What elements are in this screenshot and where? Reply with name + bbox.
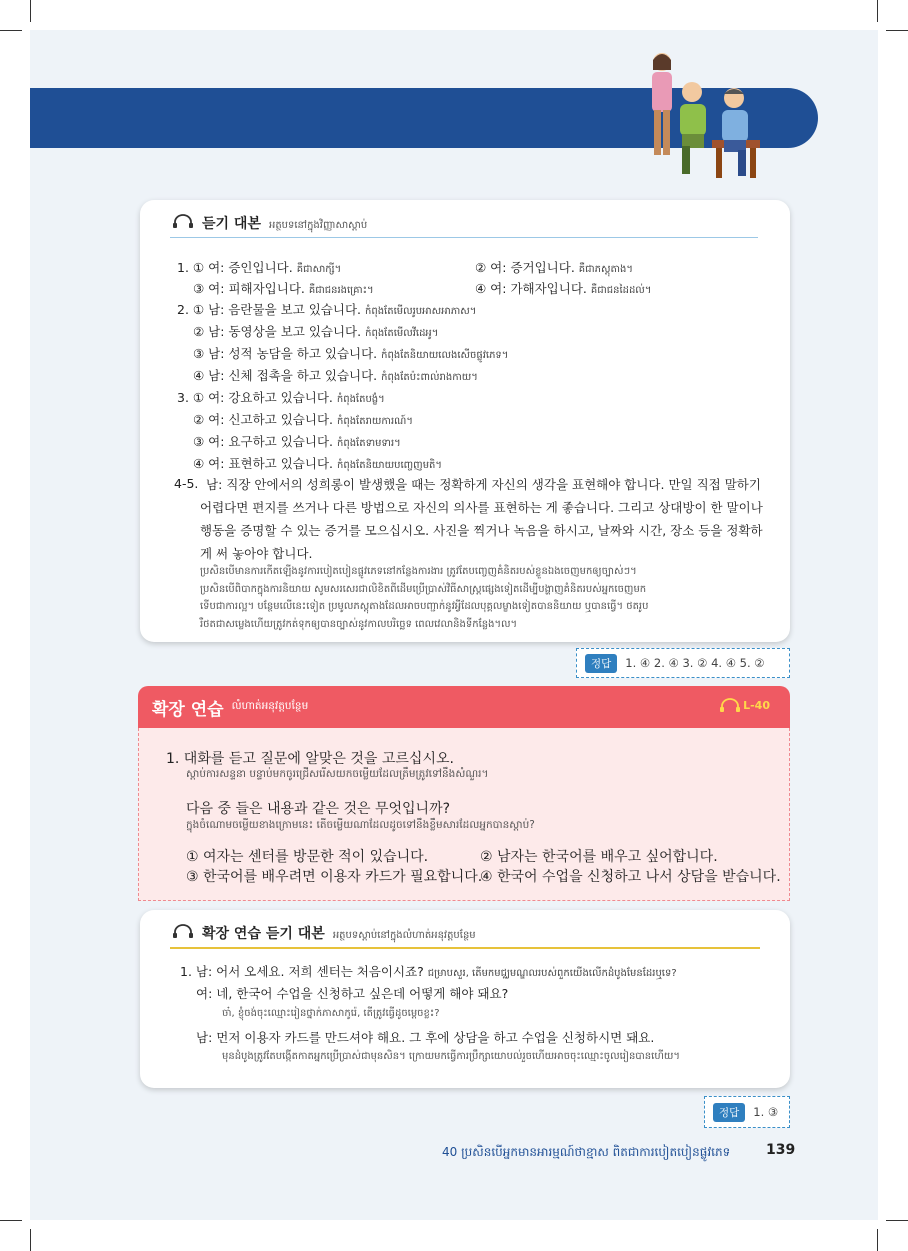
crop-mark [0,1220,22,1221]
track-label [719,698,770,712]
q1-option: ② 여: 증거입니다. គឺជាភស្តុតាង។ [475,260,633,275]
crop-mark [886,1220,908,1221]
q45-translation: ប្រសិនបើមានការកើតឡើងនូវការបៀតបៀនផ្លូវភេទនៅកន្លែងការងារ ត្រូវតែបញ្ចេញគំនិតរបស់ខ្លួនឯងចេញមកឲ្យច្បាស់ៗ។ ប្រសិនបើពិបាកក្នុងការនិយាយ សូមសរសេរជាលិខិតពីដើមប្រើប្រាស់វិធីសាស្ត្រផ្សេងទៀតដើម្បីបង្ហាញគំនិតរបស់អ្នកចេញមក ទើបជាការល្អ។ បន្ថែមលើនេះទៀត ប្រមូលភស្តុតាងដែលអាចបញ្ជាក់នូវអ្វីដែលបុគ្គលម្ខាងទៀតបាននិយាយ ឬបានធ្វើ។ ថតរូប រឺថតជាសម្លេងហើយត្រូវកត់ទុកឲ្យបានច្បាស់នូវកាលបរិច្ឆេទ ពេលវេលានិងទីកន្លែង។ល។ [200,566,649,630]
answer-badge: 정답 [713,1103,745,1122]
listening-script-title: 듣기 대본 [202,216,261,232]
script-line: 여: 네, 한국어 수업을 신청하고 싶은데 어떻게 해야 돼요? [196,986,509,1001]
crop-mark [30,0,31,22]
headphones-icon [719,698,741,712]
extension-script-title: 확장 연습 듣기 대본 [202,926,325,942]
crop-mark [0,30,22,31]
chapter-title: 40 ប្រសិនបើអ្នកមានអារម្មណ៍ថាខ្មាស ពិតជាការបៀតបៀនផ្លូវភេទ [442,1145,731,1159]
extension-option: ④ 한국어 수업을 신청하고 나서 상담을 받습니다. [480,869,781,885]
q2-option: ② 남: 동영상을 보고 있습니다. កំពុងតែមើលវីដេអូ។ [193,324,439,339]
extension-title: 확장 연습 [152,699,224,720]
extension-script-header [172,923,476,943]
page [30,30,878,1220]
q45-script: 남: 직장 안에서의 성희롱이 발생했을 때는 정확하게 자신의 생각을 표현해야 합니다. 만일 직접 말하기 어렵다면 편지를 쓰거나 다른 방법으로 자신의 의사를 표현하는 게 좋습니다. 그리고 상대방이 한 말이나 행동을 증명할 수 있는 증거를 모으십시오. 사진을 찍거나 녹음을 하시고, 날짜와 시간, 장소 등을 정확하 게 써 놓아야 합니다. [200,477,763,561]
extension-script-title-km: អត្ថបទស្ដាប់នៅក្នុងលំហាត់អនុវត្តបន្ថែម [332,930,476,941]
extension-header [138,686,790,728]
q3-option: ② 여: 신고하고 있습니다. កំពុងតែរាយការណ៍។ [193,412,413,427]
extension-option: ① 여자는 센터를 방문한 적이 있습니다. [186,849,429,865]
q3-option: ④ 여: 표현하고 있습니다. កំពុងតែនិយាយបញ្ចេញមតិ។ [193,456,442,471]
crop-mark [877,0,878,22]
script-line: 1. 남: 어서 오세요. 저희 센터는 처음이시죠? ជម្រាបសួរ, តើមកមជ្ឈមណ្ឌលរបស់ពួកយើងលើកដំបូងមែនដែរឬទេ? [180,964,677,979]
q2-option: ③ 남: 성적 농담을 하고 있습니다. កំពុងតែនិយាយលេងសើចផ្លូវភេទ។ [193,346,509,361]
headphones-icon [172,214,194,228]
track-number: L-40 [743,698,770,712]
extension-q1-km: ស្ដាប់ការសន្ទនា បន្ទាប់មកចូរជ្រើសរើសយកចម្លើយដែលត្រឹមត្រូវទៅនឹងសំណួរ។ [186,768,489,780]
page-number: 139 [766,1142,796,1158]
script-line-km: ចា៎, ខ្ញុំចង់ចុះឈ្មោះរៀនថ្នាក់ភាសាកូរ៉េ, តើត្រូវធ្វើដូចម្ដេចខ្លះ? [222,1008,440,1019]
q1-option: ③ 여: 피해자입니다. គឺជាជនរងគ្រោះ។ [193,281,374,296]
q2-option: 2. ① 남: 음란물을 보고 있습니다. កំពុងតែមើលរូបអាសអាភាស។ [177,302,477,317]
listening-script-title-km: អត្ថបទនៅក្នុងវិញ្ញាសាស្ដាប់ [268,220,368,231]
script-line: 남: 먼저 이용자 카드를 만드셔야 해요. 그 후에 상담을 하고 수업을 신청하시면 돼요. [196,1030,655,1045]
q45-label: 4-5. [174,476,199,491]
headphones-icon [172,924,194,938]
crop-mark [30,1229,31,1251]
answer-text: 1. ④ 2. ④ 3. ② 4. ④ 5. ② [625,656,765,670]
people-illustration [642,50,762,185]
listening-script-header [172,213,367,233]
answer-box [704,1096,790,1128]
q2-option: ④ 남: 신체 접촉을 하고 있습니다. កំពុងតែប៉ះពាល់រាងកាយ។ [193,368,478,383]
answer-badge: 정답 [585,654,617,673]
extension-option: ② 남자는 한국어를 배우고 싶어합니다. [480,849,718,865]
extension-q1: 1. 대화를 듣고 질문에 알맞은 것을 고르십시오. [166,751,454,767]
answer-box [576,648,790,678]
extension-q2-km: ក្នុងចំណោមចម្លើយខាងក្រោមនេះ តើចម្លើយណាដែលដូចទៅនឹងខ្លឹមសារដែលអ្នកបានស្ដាប់? [186,819,535,831]
q1-option: 1. ① 여: 증인입니다. គឺជាសាក្សី។ [177,260,342,275]
answer-text: 1. ③ [753,1105,779,1119]
extension-option: ③ 한국어를 배우려면 이용자 카드가 필요합니다. [186,869,483,885]
extension-q2: 다음 중 들은 내용과 같은 것은 무엇입니까? [186,801,451,817]
q3-option: 3. ① 여: 강요하고 있습니다. កំពុងតែបង្ខំ។ [177,390,385,405]
header-rule [170,237,758,238]
header-rule [170,947,760,949]
extension-title-km: លំហាត់អនុវត្តបន្ថែម [231,699,309,712]
crop-mark [886,30,908,31]
script-line-km: មុនដំបូងត្រូវតែបង្កើតកាតអ្នកប្រើប្រាស់ជាមុនសិន។ ក្រោយមកធ្វើការប្រឹក្សាយោបល់រួចហើយអាចចុះឈ្មោះចូលរៀនបានហើយ។ [222,1051,680,1062]
crop-mark [877,1229,878,1251]
q1-option: ④ 여: 가해자입니다. គឺជាជនដៃដល់។ [475,281,652,296]
q3-option: ③ 여: 요구하고 있습니다. កំពុងតែទាមទារ។ [193,434,401,449]
